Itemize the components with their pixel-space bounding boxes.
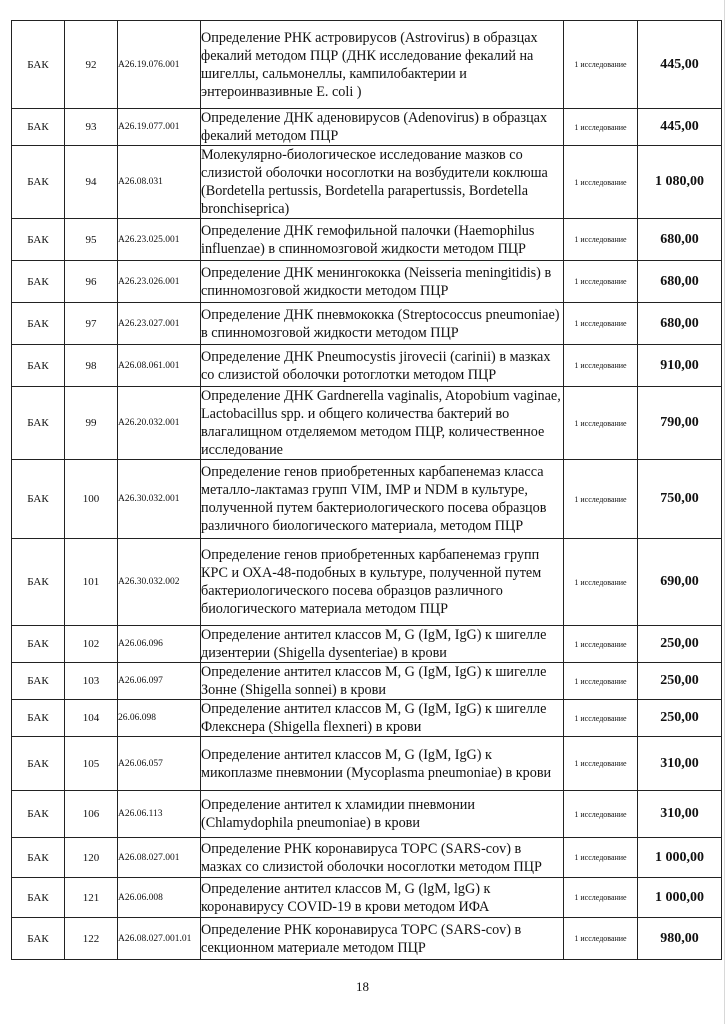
department-cell: БАК (12, 737, 65, 791)
row-number-cell: 104 (65, 700, 118, 737)
unit-cell: 1 исследование (564, 387, 638, 460)
service-code-cell: A26.08.027.001.01 (118, 918, 201, 960)
service-code-cell: A26.30.032.001 (118, 460, 201, 539)
service-name-cell: Определение ДНК менингококка (Neisseria meningitidis) в спинномозговой жидкости методом ПЦР (201, 261, 564, 303)
service-code-cell: A26.08.031 (118, 146, 201, 219)
row-number-cell: 92 (65, 21, 118, 109)
service-code-cell: A26.06.057 (118, 737, 201, 791)
service-code-cell: 26.06.098 (118, 700, 201, 737)
department-cell: БАК (12, 219, 65, 261)
unit-cell: 1 исследование (564, 878, 638, 918)
department-cell: БАК (12, 700, 65, 737)
department-cell: БАК (12, 261, 65, 303)
service-name-cell: Молекулярно-биологическое исследование мазков со слизистой оболочки носоглотки на возбудители коклюша (Bordetella pertussis, Bordetella parapertussis, Bordetella bronchiseprica) (201, 146, 564, 219)
price-cell: 680,00 (638, 303, 722, 345)
row-number-cell: 101 (65, 539, 118, 626)
price-cell: 690,00 (638, 539, 722, 626)
unit-cell: 1 исследование (564, 345, 638, 387)
price-cell: 310,00 (638, 791, 722, 838)
department-cell: БАК (12, 109, 65, 146)
service-name-cell: Определение генов приобретенных карбапенемаз класса металло-лактамаз групп VIM, IMP и NDM в культуре, полученной путем бактериологического посева образцов различного биологического материала, методом ПЦР (201, 460, 564, 539)
price-cell: 910,00 (638, 345, 722, 387)
table-row (12, 21, 722, 109)
table-row (12, 700, 722, 737)
row-number-cell: 105 (65, 737, 118, 791)
department-cell: БАК (12, 918, 65, 960)
row-number-cell: 94 (65, 146, 118, 219)
price-cell: 250,00 (638, 663, 722, 700)
unit-cell: 1 исследование (564, 663, 638, 700)
service-name-cell: Определение антител классов M, G (lgM, lgG) к коронавирусу COVID-19 в крови методом ИФА (201, 878, 564, 918)
department-cell: БАК (12, 460, 65, 539)
service-code-cell: A26.19.077.001 (118, 109, 201, 146)
table-row (12, 387, 722, 460)
unit-cell: 1 исследование (564, 146, 638, 219)
price-cell: 250,00 (638, 700, 722, 737)
price-cell: 1 000,00 (638, 838, 722, 878)
unit-cell: 1 исследование (564, 700, 638, 737)
service-name-cell: Определение антител классов M, G (IgM, IgG) к шигелле Зонне (Shigella sonnei) в крови (201, 663, 564, 700)
row-number-cell: 122 (65, 918, 118, 960)
unit-cell: 1 исследование (564, 460, 638, 539)
department-cell: БАК (12, 303, 65, 345)
row-number-cell: 99 (65, 387, 118, 460)
table-row (12, 460, 722, 539)
table-row (12, 791, 722, 838)
service-code-cell: A26.19.076.001 (118, 21, 201, 109)
department-cell: БАК (12, 626, 65, 663)
service-code-cell: A26.08.027.001 (118, 838, 201, 878)
row-number-cell: 121 (65, 878, 118, 918)
service-name-cell: Определение антител классов M, G (IgM, IgG) к микоплазме пневмонии (Mycoplasma pneumoniae) в крови (201, 737, 564, 791)
table-row (12, 838, 722, 878)
service-name-cell: Определение антител классов M, G (IgM, IgG) к шигелле Флекснера (Shigella flexneri) в крови (201, 700, 564, 737)
table-row (12, 345, 722, 387)
price-cell: 790,00 (638, 387, 722, 460)
row-number-cell: 93 (65, 109, 118, 146)
price-cell: 445,00 (638, 109, 722, 146)
table-row (12, 303, 722, 345)
service-code-cell: A26.30.032.002 (118, 539, 201, 626)
price-cell: 250,00 (638, 626, 722, 663)
service-name-cell: Определение антител классов M, G (IgM, IgG) к шигелле дизентерии (Shigella dysenteriae) в крови (201, 626, 564, 663)
department-cell: БАК (12, 791, 65, 838)
price-cell: 680,00 (638, 261, 722, 303)
price-cell: 680,00 (638, 219, 722, 261)
service-name-cell: Определение генов приобретенных карбапенемаз групп КРС и ОХА-48-подобных в культуре, полученной путем бактериологического посева образцов различного биологического материала методом ПЦР (201, 539, 564, 626)
row-number-cell: 96 (65, 261, 118, 303)
service-code-cell: A26.06.008 (118, 878, 201, 918)
price-cell: 1 000,00 (638, 878, 722, 918)
row-number-cell: 97 (65, 303, 118, 345)
row-number-cell: 120 (65, 838, 118, 878)
row-number-cell: 95 (65, 219, 118, 261)
service-name-cell: Определение антител к хламидии пневмонии (Chlamydophila pneumoniae) в крови (201, 791, 564, 838)
unit-cell: 1 исследование (564, 626, 638, 663)
table-row (12, 109, 722, 146)
unit-cell: 1 исследование (564, 539, 638, 626)
table-row (12, 737, 722, 791)
row-number-cell: 103 (65, 663, 118, 700)
department-cell: БАК (12, 345, 65, 387)
page-number: 18 (356, 979, 369, 994)
table-row (12, 663, 722, 700)
department-cell: БАК (12, 539, 65, 626)
service-name-cell: Определение РНК коронавируса ТОРС (SARS-cov) в секционном материале методом ПЦР (201, 918, 564, 960)
service-name-cell: Определение ДНК пневмококка (Streptococcus pneumoniae) в спинномозговой жидкости методом ПЦР (201, 303, 564, 345)
service-name-cell: Определение ДНК аденовирусов (Adenovirus) в образцах фекалий методом ПЦР (201, 109, 564, 146)
price-cell: 1 080,00 (638, 146, 722, 219)
department-cell: БАК (12, 878, 65, 918)
unit-cell: 1 исследование (564, 109, 638, 146)
table-row (12, 626, 722, 663)
table-row (12, 878, 722, 918)
service-name-cell: Определение ДНК гемофильной палочки (Haemophilus influenzae) в спинномозговой жидкости методом ПЦР (201, 219, 564, 261)
department-cell: БАК (12, 387, 65, 460)
service-name-cell: Определение ДНК Pneumocystis jirovecii (carinii) в мазках со слизистой оболочки ротоглотки методом ПЦР (201, 345, 564, 387)
service-code-cell: A26.20.032.001 (118, 387, 201, 460)
row-number-cell: 98 (65, 345, 118, 387)
service-code-cell: A26.06.097 (118, 663, 201, 700)
service-name-cell: Определение РНК коронавируса ТОРС (SARS-cov) в мазках со слизистой оболочки носоглотки методом ПЦР (201, 838, 564, 878)
services-price-table (11, 20, 722, 960)
unit-cell: 1 исследование (564, 303, 638, 345)
service-name-cell: Определение РНК астровирусов (Astrovirus) в образцах фекалий методом ПЦР (ДНК исследование фекалий на шигеллы, сальмонеллы, кампилобактерии и энтероинвазивные E. coli ) (201, 21, 564, 109)
unit-cell: 1 исследование (564, 261, 638, 303)
unit-cell: 1 исследование (564, 838, 638, 878)
unit-cell: 1 исследование (564, 737, 638, 791)
service-code-cell: A26.06.113 (118, 791, 201, 838)
table-row (12, 918, 722, 960)
row-number-cell: 102 (65, 626, 118, 663)
service-code-cell: A26.23.025.001 (118, 219, 201, 261)
row-number-cell: 100 (65, 460, 118, 539)
price-cell: 310,00 (638, 737, 722, 791)
department-cell: БАК (12, 663, 65, 700)
table-body (12, 21, 722, 960)
service-name-cell: Определение ДНК Gardnerella vaginalis, Atopobium vaginae, Lactobacillus spp. и общего количества бактерий во влагалищном отделяемом методом ПЦР, количественное исследование (201, 387, 564, 460)
service-code-cell: A26.08.061.001 (118, 345, 201, 387)
service-code-cell: A26.23.026.001 (118, 261, 201, 303)
department-cell: БАК (12, 838, 65, 878)
price-cell: 980,00 (638, 918, 722, 960)
unit-cell: 1 исследование (564, 918, 638, 960)
unit-cell: 1 исследование (564, 219, 638, 261)
service-code-cell: A26.06.096 (118, 626, 201, 663)
table-row (12, 539, 722, 626)
price-cell: 445,00 (638, 21, 722, 109)
table-row (12, 219, 722, 261)
department-cell: БАК (12, 21, 65, 109)
unit-cell: 1 исследование (564, 791, 638, 838)
department-cell: БАК (12, 146, 65, 219)
row-number-cell: 106 (65, 791, 118, 838)
table-row (12, 146, 722, 219)
price-cell: 750,00 (638, 460, 722, 539)
unit-cell: 1 исследование (564, 21, 638, 109)
table-row (12, 261, 722, 303)
service-code-cell: A26.23.027.001 (118, 303, 201, 345)
